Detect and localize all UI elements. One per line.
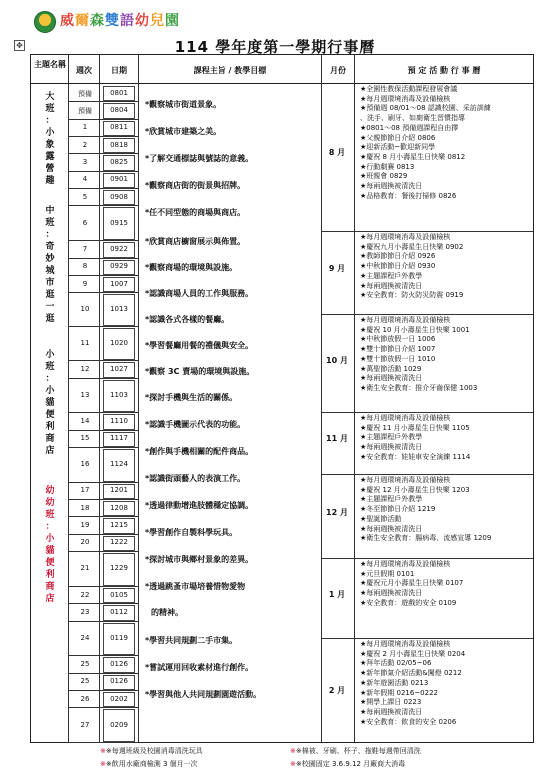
activity-item: ★每兩週換被清洗日 [360,182,423,190]
week-number: 4 [82,175,88,184]
week-number: 預備 [78,89,92,98]
activity-item: ★聖誕節活動 [360,514,402,523]
header-topic: 課程主旨 / 教學目標 [193,66,267,75]
date-box [103,155,135,170]
week-date: 0202 [110,694,128,703]
school-logo-icon [34,11,56,33]
theme-middle: 中 班 ： 奇 妙 城 市 逛 一 逛 [45,206,55,324]
week-date: 0105 [110,590,128,599]
header-theme: 主題名稱 [34,60,66,69]
week-row-divider [68,240,138,241]
week-number: 27 [80,720,90,729]
week-row-divider [68,430,138,431]
header-week: 週次 [76,66,92,75]
calendar-table [30,54,534,743]
activity-item: ★每兩週換被清洗日 [360,281,423,290]
week-number: 6 [82,218,88,227]
activity-item: ★慶祝 12 月小壽星生日快樂 1203 [360,485,470,494]
activity-item: ★每月週環境消毒及設備檢核 [360,316,451,324]
week-number: 16 [80,460,90,469]
activity-item: ★慶祝 2 月小壽星生日快樂 0204 [360,649,466,658]
activity-item: ★迎新活動~歡迎新同學 [360,143,436,152]
header [0,0,550,38]
week-number: 23 [80,607,90,616]
activity-item: ★開學上課日 0223 [360,698,422,707]
col-divider [138,55,139,742]
week-number: 7 [82,244,88,253]
activity-item: ★新年遊園活動 0213 [360,678,429,687]
activity-item: ★每月週環境消毒及設備檢核 [360,640,451,648]
activity-item: ★全園性教保活動課程發展會議 [360,85,458,93]
week-number: 14 [80,417,90,425]
week-date: 0818 [110,140,128,149]
topic-line: *學習共同規劃二手市集。 [145,636,238,645]
week-number: 26 [80,694,90,703]
date-box [103,328,135,361]
topic-line: *認識手機圖示代表的功能。 [145,420,246,429]
week-date: 0119 [110,633,128,642]
week-date: 1201 [110,486,128,495]
week-number: 25 [80,677,90,686]
week-date: 0811 [110,123,128,132]
date-box [103,605,135,620]
activity-item: ★預備週 08/01～08 認識校園、采訪訓練 [360,104,491,113]
month-divider [321,558,533,559]
theme-toddler: 幼 幼 班 ： 小 貓 便 利 商 店 [45,486,55,604]
week-row-divider [68,119,138,120]
topic-line: 的精神。 [151,608,183,617]
topic-line: *觀察商店街的街景與招牌。 [145,181,246,190]
week-row-divider [68,690,138,691]
week-row-divider [68,412,138,413]
date-box [103,484,135,499]
topic-line: *學習餐廳用餐的禮儀與安全。 [145,341,254,350]
week-row-divider [68,205,138,206]
activity-item: ★主題課程戶外教學 [360,495,423,504]
week-date: 0922 [110,244,128,253]
footer-note: ※※校園固定 3.6.9.12 月廠商大消毒 [290,760,406,768]
week-number: 10 [80,304,90,313]
activity-item: ★慶祝元月小壽星生日快樂 0107 [360,579,464,588]
date-box [103,138,135,153]
month-sep: 9 月 [328,264,346,273]
activity-item: ★衛生安全教育：腸病毒、流感宣導 1209 [360,534,492,543]
topic-line: *探討手機與生活的關係。 [145,393,238,402]
week-number: 15 [80,434,90,443]
week-row-divider [68,742,138,743]
activity-item: ★行動劇賽 0813 [360,162,415,171]
week-number: 13 [80,390,90,399]
month-dec: 12 月 [326,508,348,517]
date-box [103,536,135,551]
week-number: 22 [80,590,90,599]
week-row-divider [68,153,138,154]
activity-item: ★教師節節日介紹 0926 [360,252,436,261]
date-box [103,362,135,377]
date-box [103,518,135,533]
week-row-divider [68,499,138,500]
week-date: 1103 [110,390,128,399]
week-row-divider [68,447,138,448]
activity-item: ★0801～08 預備週課程自由擇 [360,123,459,132]
week-number: 5 [82,192,88,201]
date-box [103,173,135,188]
header-activities: 預 定 活 動 行 事 曆 [407,66,481,75]
date-box [103,432,135,447]
topic-line: *認識各式各樣的餐廳。 [145,315,230,324]
week-number: 19 [80,521,90,530]
date-box [103,380,135,413]
week-row-divider [68,707,138,708]
theme-senior: 大 班 ： 小 象 露 營 趣 [45,92,55,186]
date-box [103,553,135,586]
week-number: 21 [80,564,90,573]
activity-item: ★每兩週換被清洗日 [360,589,423,598]
month-divider [321,474,533,475]
week-number: 1 [82,123,88,132]
week-row-divider [68,621,138,622]
header-divider [31,83,533,84]
week-date: 0801 [110,88,128,97]
header-month: 月份 [330,66,346,75]
week-date: 1124 [110,460,128,469]
week-row-divider [68,603,138,604]
activity-item: ★每月週環境消毒及設備檢核 [360,233,451,241]
week-number: 11 [80,338,90,347]
date-box [103,103,135,118]
week-date: 1013 [110,304,128,313]
date-box [103,692,135,707]
col-divider [99,55,100,742]
header-date: 日期 [111,66,127,75]
activity-item: ★慶祝九月小壽星生日快樂 0902 [360,242,464,251]
month-divider [321,314,533,315]
school-name: 威爾森雙語幼兒園 [60,13,180,29]
table-move-handle-icon[interactable]: ✥ [14,40,25,51]
footer-note: ※※飲用水廠商檢測 3 個月一次 [100,760,198,768]
activity-item: ★每兩週換被清洗日 [360,707,423,716]
week-number: 24 [80,633,90,642]
week-date: 1208 [110,503,128,512]
footer-note: ※※棉被、牙刷、杯子、拖鞋每週帶回清洗 [290,747,421,755]
activity-item: ★父親節節日介紹 0806 [360,133,436,142]
activity-item: ★中秋節節日介紹 0930 [360,262,436,271]
date-box [103,86,135,101]
week-date: 0126 [110,677,128,686]
activity-item: ★每月週環境消毒及設備檢核 [360,560,451,568]
activity-item: ★衛生安全教育：推介牙齒保健 1003 [360,383,478,392]
week-number: 25 [80,659,90,668]
week-row-divider [68,586,138,587]
week-number: 17 [80,486,90,495]
date-box [103,588,135,603]
date-box [103,709,135,742]
activity-item: ★班親會 0829 [360,172,408,181]
activity-item: ★主題課程戶外教學 [360,271,423,280]
week-date: 1027 [110,364,128,373]
topic-line: *創作與手機相關的配件商品。 [145,447,254,456]
activity-item: ★新年節氣介紹活動&闖燈 0212 [360,669,462,678]
week-number: 12 [80,364,90,373]
activity-item: ★雙十節放假一日 1010 [360,354,436,363]
week-row-divider [68,516,138,517]
week-date: 0804 [110,106,128,115]
activity-item: ★安全教育：遊戲的安全 0109 [360,598,457,607]
date-box [103,294,135,325]
week-date: 0825 [110,158,128,167]
topic-line: *透過律動增進肢體穩定協調。 [145,501,254,510]
activity-item: ★安全教育：防火防災防震 0919 [360,291,464,300]
week-date: 1007 [110,279,128,288]
week-row-divider [68,101,138,102]
date-box [103,190,135,205]
activity-item: ★每兩週換被清洗日 [360,524,423,533]
topic-line: *嘗試運用回收素材進行創作。 [145,663,254,672]
week-number: 8 [82,262,88,271]
activity-item: ★萬聖節活動 1029 [360,364,422,373]
activity-item: ★新年假期 0216~0222 [360,688,438,697]
topic-line: *認識商場人員的工作與服務。 [145,289,254,298]
topic-line: *觀察城市街道景象。 [145,100,222,109]
topic-line: *任不同型態的商場與商店。 [145,208,246,217]
date-box [103,449,135,482]
week-date: 1222 [110,538,128,547]
activity-item: ★每月週環境消毒及設備檢核 [360,414,451,422]
activity-item: ★元旦假期 0101 [360,569,415,578]
activity-item: ★每月週環境消毒及設備檢核 [360,476,451,484]
week-number: 3 [82,158,88,167]
topic-line: *認識街頭藝人的表演工作。 [145,474,246,483]
week-date: 0209 [110,720,128,729]
week-number: 預備 [78,107,92,116]
month-nov: 11 月 [326,434,348,443]
week-date: 0901 [110,175,128,184]
week-row-divider [68,673,138,674]
week-date: 0126 [110,659,128,668]
col-divider [68,55,69,742]
date-box [103,675,135,690]
activity-item: 、洗手、刷牙、如廁衛生習慣指導 [360,114,465,123]
month-feb: 2 月 [328,686,346,695]
page-title: 114 學年度第一學期行事曆 [174,38,376,56]
date-box [103,657,135,672]
week-row-divider [68,136,138,137]
month-divider [321,412,533,413]
topic-line: *欣賞城市建築之美。 [145,127,222,136]
week-date: 0112 [110,607,128,616]
week-row-divider [68,534,138,535]
week-row-divider [68,292,138,293]
week-row-divider [68,258,138,259]
topic-line: *學習與他人共同規劃園遊活動。 [145,690,262,699]
activity-item: ★品格教育：餐後打掃修 0826 [360,191,457,200]
week-number: 2 [82,140,88,149]
week-row-divider [68,378,138,379]
week-row-divider [68,360,138,361]
week-date: 1215 [110,521,128,530]
date-box [103,277,135,292]
date-box [103,121,135,136]
week-date: 0929 [110,262,128,271]
month-divider [321,231,533,232]
topic-line: *了解交通標誌與號誌的意義。 [145,154,254,163]
topic-line: *學習創作自製科學玩具。 [145,528,238,537]
activity-item: ★慶祝 11 月小壽星生日快樂 1105 [360,423,470,432]
date-box [103,260,135,275]
activity-item: ★安全教育：飲食的安全 0206 [360,717,457,726]
week-number: 9 [82,279,88,288]
activity-item: ★安全教育：娃娃車安全演練 1114 [360,452,471,461]
date-box [103,207,135,240]
week-number: 20 [80,538,90,547]
topic-line: *觀察 3C 賣場的環境與設施。 [145,367,255,376]
week-row-divider [68,275,138,276]
activity-item: ★慶祝 10 月小壽星生日快樂 1001 [360,325,470,334]
date-box [103,501,135,516]
week-date: 0915 [110,218,128,227]
week-row-divider [68,171,138,172]
theme-junior: 小 班 ： 小 貓 便 利 商 店 [45,350,55,456]
month-oct: 10 月 [326,356,348,365]
week-date: 0908 [110,192,128,201]
activity-item: ★慶祝 8 月小壽星生日快樂 0812 [360,152,466,161]
activity-item: ★主題課程戶外教學 [360,433,423,442]
month-jan: 1 月 [328,590,346,599]
date-box [103,623,135,656]
topic-line: *欣賞商店櫥窗展示與佈置。 [145,237,246,246]
activity-item: ★中秋節放假一日 1006 [360,335,436,344]
week-row-divider [68,655,138,656]
date-box [103,414,135,429]
topic-line: *觀察商場的環境與設施。 [145,263,238,272]
month-divider [321,638,533,639]
week-date: 1229 [110,564,128,573]
footer-note: ※※每週班級及校園消毒清洗玩具 [100,747,203,755]
activity-item: ★拜年活動 02/05~06 [360,659,432,668]
activity-item: ★每兩週換被清洗日 [360,374,423,383]
activity-item: ★冬至節節日介紹 1219 [360,505,436,514]
activity-item: ★每月週環境消毒及設備檢核 [360,94,451,103]
week-number: 18 [80,503,90,512]
week-date: 1020 [110,338,128,347]
week-date: 1110 [110,417,128,425]
week-row-divider [68,482,138,483]
activity-item: ★每兩週換被清洗日 [360,443,423,452]
week-row-divider [68,188,138,189]
week-date: 1117 [110,434,128,443]
week-row-divider [68,326,138,327]
week-row-divider [68,551,138,552]
topic-line: *探討城市與鄉村景象的差異。 [145,555,254,564]
activity-item: ★雙十節節日介紹 1007 [360,345,436,354]
date-box [103,242,135,257]
topic-line: *透過跳蚤市場培養惜物愛物 [145,582,246,591]
month-aug: 8 月 [328,148,346,157]
